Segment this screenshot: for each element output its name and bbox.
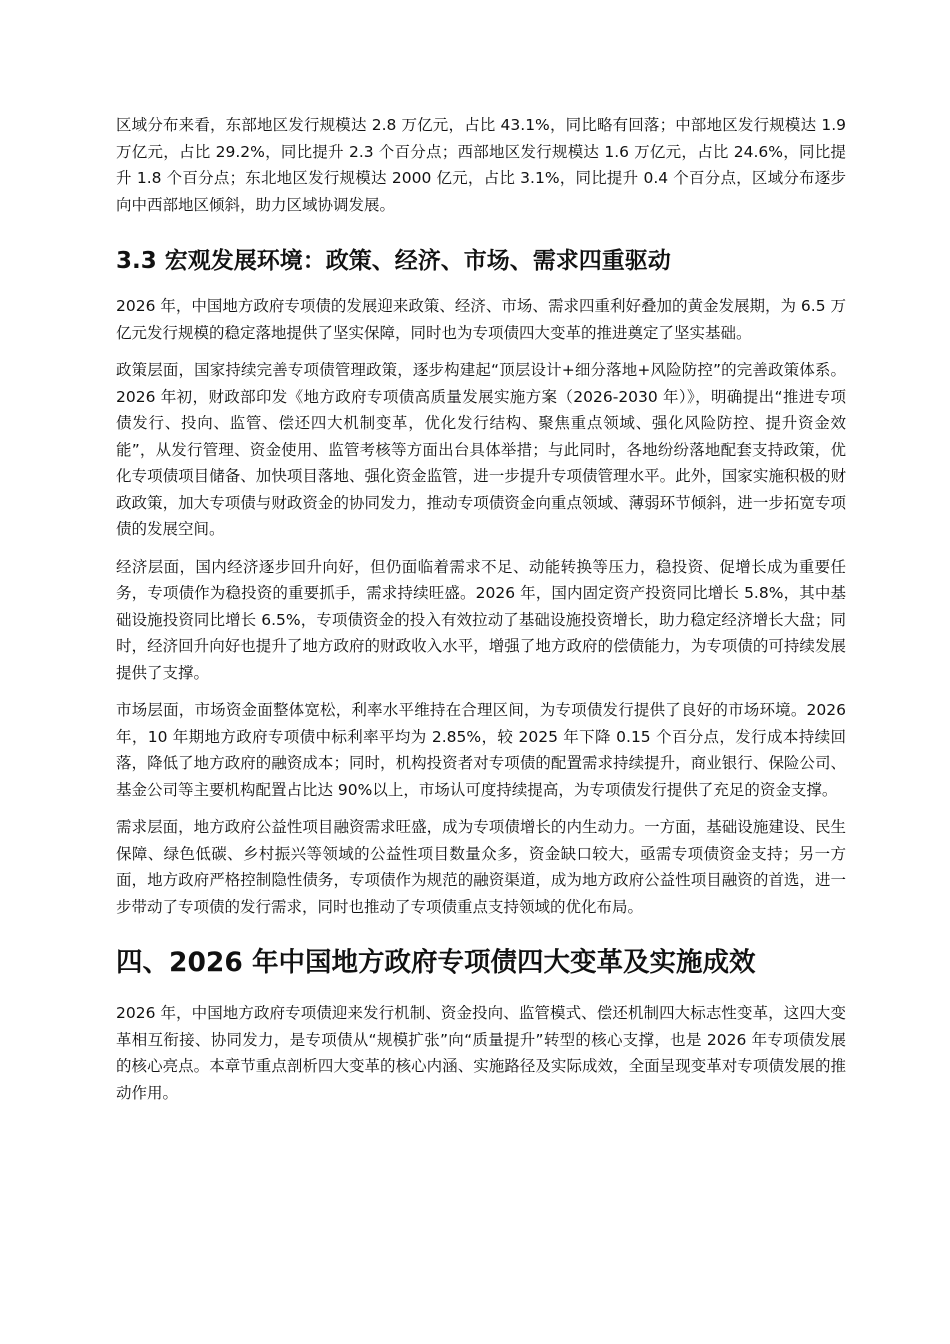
paragraph-economic-level: 经济层面，国内经济逐步回升向好，但仍面临着需求不足、动能转换等压力，稳投资、促增长成为重要任务，专项债作为稳投资的重要抓手，需求持续旺盛。2026 年，国内固定资产投资同比增长 5.8%，其中基础设施投资同比增长 6.5%，专项债资金的投入有效拉动了基础设施投资增长，助力稳定经济增长大盘；同时，经济回升向好也提升了地方政府的财政收入水平，增强了地方政府的偿债能力，为专项债的可持续发展提供了支撑。 [116, 557, 846, 682]
paragraph-macro-overview: 2026 年，中国地方政府专项债的发展迎来政策、经济、市场、需求四重利好叠加的黄金发展期，为 6.5 万亿元发行规模的稳定落地提供了坚实保障，同时也为专项债四大变革的推进奠定了坚实基础。 [116, 297, 846, 342]
chapter-heading-4: 四、2026 年中国地方政府专项债四大变革及实施成效 [116, 947, 756, 978]
paragraph-market-level: 市场层面，市场资金面整体宽松，利率水平维持在合理区间，为专项债发行提供了良好的市场环境。2026 年，10 年期地方政府专项债中标利率平均为 2.85%，较 2025 年下降 0.15 个百分点，发行成本持续回落，降低了地方政府的融资成本；同时，机构投资者对专项债的配置需求持续提升，商业银行、保险公司、基金公司等主要机构配置占比达 90%以上，市场认可度持续提高，为专项债发行提供了充足的资金支撑。 [116, 701, 846, 799]
document-page [116, 112, 846, 1117]
paragraph-regional-distribution: 区域分布来看，东部地区发行规模达 2.8 万亿元，占比 43.1%，同比略有回落；中部地区发行规模达 1.9 万亿元，占比 29.2%，同比提升 2.3 个百分点；西部地区发行规模达 1.6 万亿元，占比 24.6%，同比提升 1.8 个百分点；东北地区发行规模达 2000 亿元，占比 3.1%，同比提升 0.4 个百分点，区域分布逐步向中西部地区倾斜，助力区域协调发展。 [116, 116, 846, 214]
paragraph-chapter-4-intro: 2026 年，中国地方政府专项债迎来发行机制、资金投向、监管模式、偿还机制四大标志性变革，这四大变革相互衔接、协同发力，是专项债从“规模扩张”向“质量提升”转型的核心支撑，也是 2026 年专项债发展的核心亮点。本章节重点剖析四大变革的核心内涵、实施路径及实际成效，全面呈现变革对专项债发展的推动作用。 [116, 1004, 846, 1102]
paragraph-demand-level: 需求层面，地方政府公益性项目融资需求旺盛，成为专项债增长的内生动力。一方面，基础设施建设、民生保障、绿色低碳、乡村振兴等领域的公益性项目数量众多，资金缺口较大，亟需专项债资金支持；另一方面，地方政府严格控制隐性债务，专项债作为规范的融资渠道，成为地方政府公益性项目融资的首选，进一步带动了专项债的发行需求，同时也推动了专项债重点支持领域的优化布局。 [116, 818, 846, 916]
section-heading-3-3: 3.3 宏观发展环境：政策、经济、市场、需求四重驱动 [116, 248, 671, 274]
paragraph-policy-level: 政策层面，国家持续完善专项债管理政策，逐步构建起“顶层设计+细分落地+风险防控”的完善政策体系。2026 年初，财政部印发《地方政府专项债高质量发展实施方案（2026-2030 年）》，明确提出“推进专项债发行、投向、监管、偿还四大机制变革，优化发行结构、聚焦重点领域、强化风险防控、提升资金效能”，从发行管理、资金使用、监管考核等方面出台具体举措；与此同时，各地纷纷落地配套支持政策，优化专项债项目储备、加快项目落地、强化资金监管，进一步提升专项债管理水平。此外，国家实施积极的财政政策，加大专项债与财政资金的协同发力，推动专项债资金向重点领域、薄弱环节倾斜，进一步拓宽专项债的发展空间。 [116, 361, 846, 538]
